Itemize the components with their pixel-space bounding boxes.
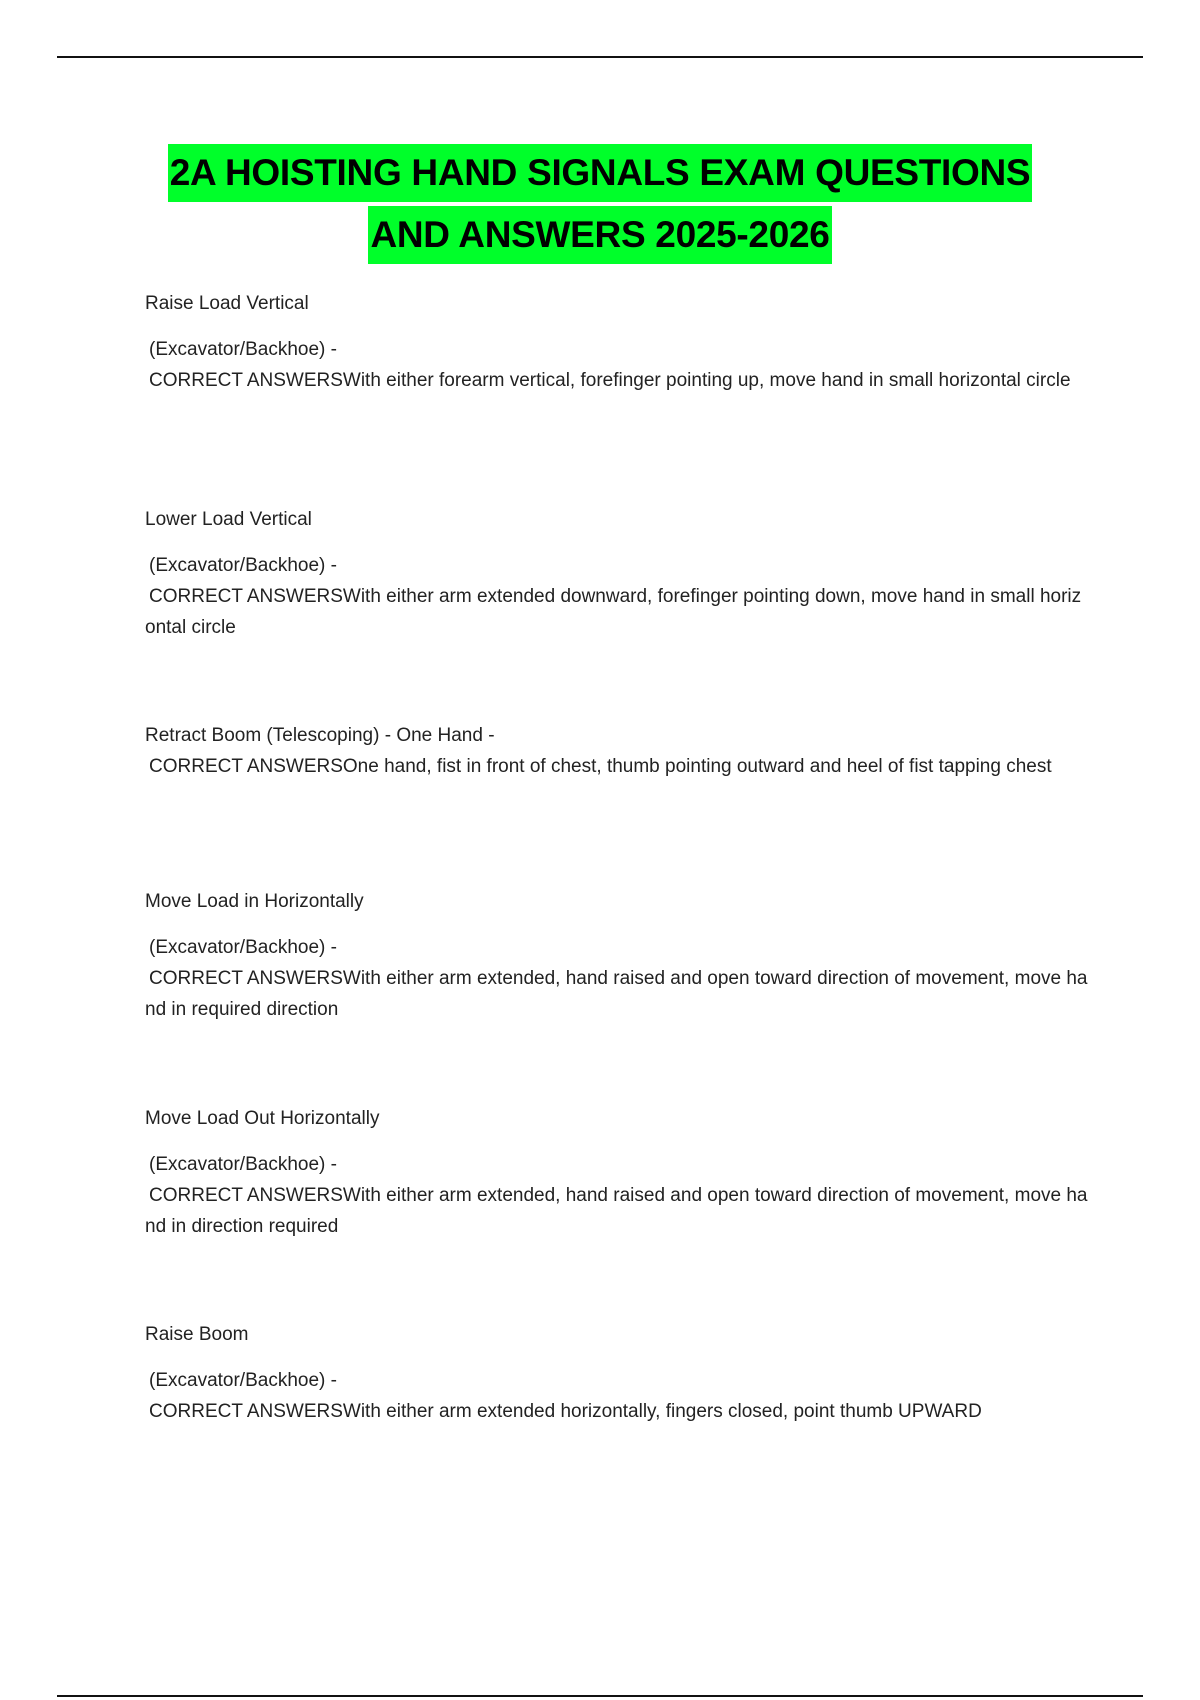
answer-text: [145, 365, 1090, 396]
qa-item: [145, 1319, 1090, 1427]
answer-prefix: CORRECT ANSWERS: [149, 968, 343, 989]
answer-text: [145, 581, 1090, 643]
answer-body: With either arm extended horizontally, fingers closed, point thumb UPWARD: [342, 1401, 982, 1422]
question-text: Move Load Out Horizontally: [145, 1108, 380, 1129]
bottom-rule: [57, 1695, 1143, 1697]
answer-prefix: CORRECT ANSWERS: [149, 586, 343, 607]
document-title: [0, 144, 1200, 268]
answer-body: With either arm extended, hand raised and open toward direction of movement, move hand in required direction: [145, 968, 1088, 1020]
question-text: Move Load in Horizontally: [145, 891, 364, 912]
top-rule: [57, 56, 1143, 58]
answer-body: With either arm extended, hand raised and open toward direction of movement, move hand in direction required: [145, 1185, 1088, 1237]
answer-prefix: CORRECT ANSWERS: [149, 756, 343, 777]
qa-item: [145, 288, 1090, 396]
answer-text: [145, 751, 1090, 782]
answer-prefix: CORRECT ANSWERS: [149, 370, 343, 391]
question-text: Raise Boom: [145, 1324, 249, 1345]
answer-body: With either arm extended downward, forefinger pointing down, move hand in small horizontal circle: [145, 586, 1082, 638]
question-subtitle: (Excavator/Backhoe) -: [149, 1154, 337, 1175]
qa-item: [145, 886, 1090, 1025]
question-subtitle: (Excavator/Backhoe) -: [149, 937, 337, 958]
answer-prefix: CORRECT ANSWERS: [149, 1185, 343, 1206]
answer-body: With either forearm vertical, forefinger pointing up, move hand in small horizontal circle: [342, 370, 1071, 391]
question-subtitle: (Excavator/Backhoe) -: [149, 555, 337, 576]
qa-item: [145, 1103, 1090, 1242]
question-text: Lower Load Vertical: [145, 509, 312, 530]
answer-body: One hand, fist in front of chest, thumb pointing outward and heel of fist tapping chest: [342, 756, 1052, 777]
question-text: Raise Load Vertical: [145, 293, 309, 314]
qa-item: [145, 720, 1090, 782]
qa-item: [145, 504, 1090, 643]
question-text: Retract Boom (Telescoping) - One Hand -: [145, 725, 495, 746]
question-subtitle: (Excavator/Backhoe) -: [149, 1370, 337, 1391]
answer-prefix: CORRECT ANSWERS: [149, 1401, 343, 1422]
question-subtitle: (Excavator/Backhoe) -: [149, 339, 337, 360]
title-line-1: 2A HOISTING HAND SIGNALS EXAM QUESTIONS: [168, 144, 1033, 202]
answer-text: [145, 1396, 1090, 1427]
title-line-2: AND ANSWERS 2025-2026: [368, 206, 831, 264]
answer-text: [145, 963, 1090, 1025]
answer-text: [145, 1180, 1090, 1242]
